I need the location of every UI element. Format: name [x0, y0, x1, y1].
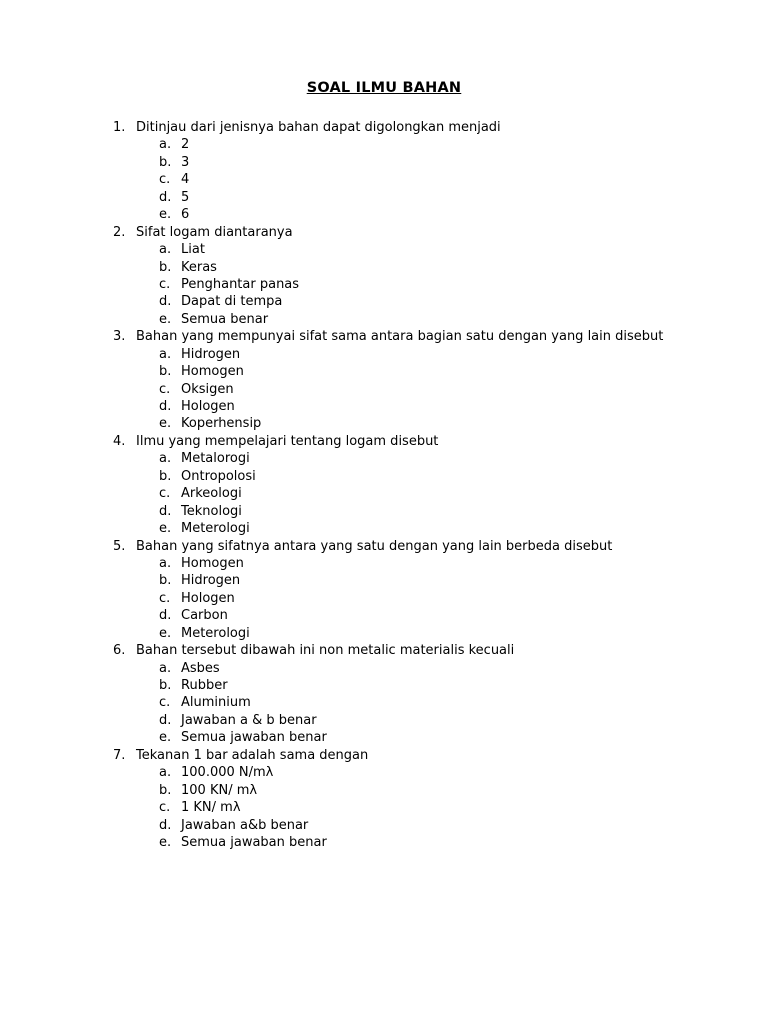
question-number: 1. [113, 120, 126, 135]
option-text: Teknologi [181, 503, 242, 519]
question-text: Bahan tersebut dibawah ini non metalic materialis kecuali [136, 643, 515, 659]
option-letter: e. [159, 730, 172, 746]
answer-option [0, 729, 768, 746]
question-text: Bahan yang mempunyai sifat sama antara bagian satu dengan yang lain disebut [136, 329, 664, 345]
question-number: 5. [113, 538, 126, 554]
option-text: Homogen [181, 555, 244, 571]
option-text: 100 KN/ mλ [181, 782, 258, 798]
question-item [0, 538, 768, 555]
option-text: Hologen [181, 399, 235, 414]
answer-option [0, 171, 768, 188]
option-text: Koperhensip [181, 416, 262, 432]
option-text: Carbon [181, 608, 228, 624]
question-text: Ilmu yang mempelajari tentang logam disebut [136, 433, 439, 449]
option-text: 4 [181, 172, 190, 188]
option-text: 1 KN/ mλ [181, 800, 241, 816]
option-letter: a. [159, 660, 172, 676]
answer-option [0, 468, 768, 485]
option-letter: e. [159, 207, 172, 223]
page-title: SOAL ILMU BAHAN [306, 80, 462, 96]
answer-option [0, 694, 768, 711]
option-letter: b. [159, 154, 172, 170]
answer-option [0, 625, 768, 642]
answer-option [0, 363, 768, 380]
answer-option [0, 450, 768, 467]
option-letter: a. [159, 765, 172, 781]
option-letter: d. [159, 189, 172, 205]
option-text: Semua benar [181, 311, 269, 327]
option-text: Jawaban a&b benar [181, 817, 309, 833]
option-text: 3 [181, 154, 190, 170]
answer-option [0, 241, 768, 258]
question-number: 3. [113, 329, 126, 345]
option-text: 100.000 N/mλ [181, 765, 274, 781]
answer-option [0, 834, 768, 851]
answer-option [0, 189, 768, 206]
answer-option [0, 520, 768, 537]
question-text: Ditinjau dari jenisnya bahan dapat digolongkan menjadi [136, 120, 501, 135]
option-letter: d. [159, 817, 172, 833]
option-letter: a. [159, 451, 172, 467]
option-letter: b. [159, 573, 172, 589]
option-text: Meterologi [181, 625, 250, 641]
answer-option [0, 555, 768, 572]
option-letter: b. [159, 678, 172, 693]
option-letter: c. [159, 381, 171, 397]
option-letter: a. [159, 137, 172, 153]
option-letter: b. [159, 468, 172, 484]
option-letter: c. [159, 590, 171, 606]
question-text: Bahan yang sifatnya antara yang satu dengan yang lain berbeda disebut [136, 538, 613, 554]
option-text: Keras [181, 259, 217, 275]
answer-option [0, 485, 768, 502]
answer-option [0, 590, 768, 607]
question-number: 2. [113, 224, 126, 240]
question-text: Tekanan 1 bar adalah sama dengan [136, 747, 369, 763]
answer-option [0, 677, 768, 694]
option-letter: d. [159, 399, 172, 414]
answer-option [0, 346, 768, 363]
answer-option [0, 817, 768, 834]
option-text: 2 [181, 137, 190, 153]
option-letter: c. [159, 276, 171, 292]
option-letter: b. [159, 364, 172, 380]
answer-option [0, 381, 768, 398]
option-letter: a. [159, 242, 172, 258]
question-number: 4. [113, 433, 126, 449]
option-letter: a. [159, 555, 172, 571]
option-text: Hidrogen [181, 573, 241, 589]
option-text: 6 [181, 207, 190, 223]
answer-option [0, 259, 768, 276]
option-text: Penghantar panas [181, 276, 300, 292]
option-letter: e. [159, 311, 172, 327]
question-item [0, 119, 768, 136]
option-letter: d. [159, 294, 172, 310]
answer-option [0, 660, 768, 677]
answer-option [0, 398, 768, 415]
option-text: Arkeologi [181, 486, 242, 502]
answer-option [0, 503, 768, 520]
question-number: 7. [113, 747, 126, 763]
answer-option [0, 311, 768, 328]
option-letter: d. [159, 608, 172, 624]
answer-option [0, 799, 768, 816]
option-letter: d. [159, 712, 172, 728]
option-letter: b. [159, 259, 172, 275]
option-text: Dapat di tempa [181, 294, 283, 310]
question-text: Sifat logam diantaranya [136, 224, 293, 240]
answer-option [0, 607, 768, 624]
answer-option [0, 415, 768, 432]
option-text: 5 [181, 189, 190, 205]
option-letter: c. [159, 800, 171, 816]
answer-option [0, 712, 768, 729]
question-item [0, 224, 768, 241]
option-text: Rubber [181, 678, 228, 693]
option-letter: c. [159, 172, 171, 188]
answer-option [0, 276, 768, 293]
option-text: Semua jawaban benar [181, 730, 327, 746]
option-text: Oksigen [181, 381, 234, 397]
option-letter: e. [159, 521, 172, 537]
answer-option [0, 782, 768, 799]
answer-option [0, 293, 768, 310]
question-item [0, 642, 768, 659]
option-letter: d. [159, 503, 172, 519]
option-text: Metalorogi [181, 451, 250, 467]
option-letter: e. [159, 625, 172, 641]
option-text: Homogen [181, 364, 244, 380]
option-text: Asbes [181, 660, 220, 676]
question-number: 6. [113, 643, 126, 659]
option-text: Hidrogen [181, 346, 241, 362]
answer-option [0, 764, 768, 781]
option-letter: e. [159, 416, 172, 432]
option-letter: c. [159, 695, 171, 711]
option-text: Hologen [181, 590, 235, 606]
answer-option [0, 154, 768, 171]
question-list [0, 119, 768, 851]
option-text: Semua jawaban benar [181, 834, 327, 850]
option-text: Aluminium [181, 695, 251, 711]
question-item [0, 433, 768, 450]
option-letter: a. [159, 346, 172, 362]
answer-option [0, 206, 768, 223]
option-letter: c. [159, 486, 171, 502]
option-text: Meterologi [181, 521, 250, 537]
option-text: Jawaban a & b benar [181, 712, 317, 728]
option-letter: e. [159, 834, 172, 850]
question-item [0, 747, 768, 764]
option-text: Ontropolosi [181, 468, 256, 484]
answer-option [0, 136, 768, 153]
answer-option [0, 572, 768, 589]
option-letter: b. [159, 782, 172, 798]
option-text: Liat [181, 242, 205, 258]
question-item [0, 328, 768, 345]
